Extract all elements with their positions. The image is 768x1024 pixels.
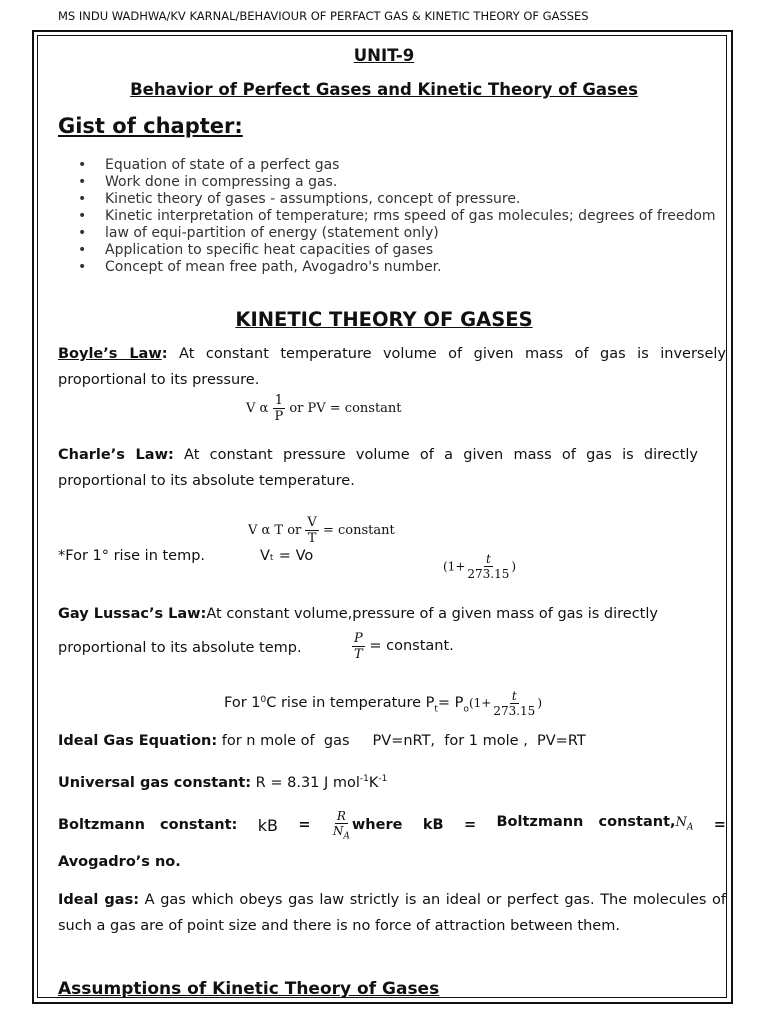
universal-gas-constant-term: Universal gas constant: <box>58 774 252 791</box>
rise-text-c: = P <box>437 695 464 712</box>
fraction-denominator: 273.15 <box>467 567 510 581</box>
formula-rest: = constant. <box>364 637 454 654</box>
rise-subscript-t: t <box>434 704 438 715</box>
formula-rest: = constant <box>322 523 395 538</box>
fraction <box>331 810 352 841</box>
ideal-gas-text: A gas which obeys gas law strictly is an ideal or perfect gas. The molecules of such a gas are of point size and there is no force of attraction between them. <box>58 892 726 934</box>
kb-symbol-2: kB <box>422 816 444 833</box>
where-word: where <box>351 816 403 833</box>
gay-lussac-term: Gay Lussac’s Law: <box>58 606 207 622</box>
formula-rest: or PV = constant <box>289 401 402 416</box>
ideal-gas-equation-term: Ideal Gas Equation: <box>58 733 218 749</box>
fraction-numerator: 1 <box>274 393 283 408</box>
equals-sign: = <box>713 816 726 833</box>
paren-close: ) <box>537 696 542 711</box>
paren-open: (1+ <box>468 696 492 711</box>
section-title-kinetic-theory: KINETIC THEORY OF GASES <box>235 308 533 331</box>
list-item: • Concept of mean free path, Avogadro's number. <box>58 259 728 276</box>
superscript: -1 <box>378 774 388 784</box>
gist-title: Gist of chapter: <box>58 114 243 138</box>
gist-list <box>58 157 728 276</box>
boltzmann-constant-line <box>58 810 726 841</box>
rise-factor <box>468 689 542 719</box>
avogadro-line: Avogadro’s no. <box>58 854 181 870</box>
charle-law-paragraph <box>58 443 698 494</box>
gay-lussac-line2: proportional to its absolute temp. <box>58 640 302 656</box>
equals-sign: = <box>463 816 477 833</box>
den-n: N <box>332 824 344 838</box>
universal-text-b: K <box>368 774 379 791</box>
formula-v-alpha: V α <box>246 401 269 416</box>
boyle-law-colon: : <box>161 346 168 362</box>
fraction-numerator: t <box>511 689 517 704</box>
list-item: • Kinetic theory of gases - assumptions, concept of pressure. <box>58 191 728 208</box>
fraction <box>491 690 537 717</box>
ideal-gas-equation-text: for n mole of gas PV=nRT, for 1 mole , PV=RT <box>217 733 586 749</box>
rise-superscript: 0 <box>260 695 267 705</box>
list-item: • Application to specific heat capacities of gases <box>58 242 728 259</box>
boyle-law-formula <box>246 394 402 423</box>
assumptions-title: Assumptions of Kinetic Theory of Gases <box>58 979 440 999</box>
fraction-numerator: V <box>307 515 317 530</box>
list-item: • Work done in compressing a gas. <box>58 174 728 191</box>
charle-law-term: Charle’s Law: <box>58 447 174 463</box>
gay-lussac-rise <box>224 688 542 723</box>
boltzmann-label-group <box>496 810 693 841</box>
gay-lussac-text: At constant volume,pressure of a given mass of gas is directly <box>206 606 658 622</box>
boyle-law-term: Boyle’s Law <box>58 346 162 362</box>
fraction-numerator: t <box>485 552 491 566</box>
superscript: -1 <box>359 774 369 784</box>
fraction <box>272 394 285 423</box>
ideal-gas-paragraph <box>58 888 726 939</box>
charle-law-text: At constant pressure volume of a given mass of gas is directly proportional to its absolute temperature. <box>58 447 698 489</box>
rise-subscript-o: o <box>463 704 469 715</box>
boltzmann-fraction-group <box>331 810 403 841</box>
list-item: • Equation of state of a perfect gas <box>58 157 728 174</box>
rise-text-b: C rise in temperature P <box>266 695 435 712</box>
charle-law-formula <box>248 516 395 545</box>
kb-symbol: kB <box>257 815 278 835</box>
paren-open: (1+ <box>443 559 466 574</box>
boltzmann-label: Boltzmann constant, <box>496 814 676 831</box>
ideal-gas-term: Ideal gas: <box>58 892 140 908</box>
list-item: • law of equi-partition of energy (statement only) <box>58 225 728 242</box>
page-header: MS INDU WADHWA/KV KARNAL/BEHAVIOUR OF PERFACT GAS & KINETIC THEORY OF GASSES <box>58 9 589 23</box>
rise-text-a: For 1 <box>224 695 261 712</box>
universal-gas-constant <box>58 767 387 796</box>
ideal-gas-equation <box>58 729 586 755</box>
list-item: • Kinetic interpretation of temperature; rms speed of gas molecules; degrees of freedom <box>58 208 728 225</box>
gay-lussac-formula <box>352 632 454 661</box>
formula-left: V α T or <box>248 523 306 538</box>
fraction-numerator: P <box>354 631 363 646</box>
charle-rise-factor <box>443 553 516 580</box>
universal-text-a: R = 8.31 J mol <box>251 774 360 791</box>
boyle-law-text: At constant temperature volume of given mass of gas is inversely proportional to its pressure. <box>58 346 726 388</box>
boltzmann-term: Boltzmann constant: <box>58 816 238 833</box>
fraction-denominator: P <box>274 409 284 424</box>
chapter-subtitle: Behavior of Perfect Gases and Kinetic Theory of Gases <box>130 80 638 99</box>
unit-title: UNIT-9 <box>353 46 415 65</box>
fraction-denominator: T <box>354 647 363 662</box>
na-subscript: A <box>686 822 694 833</box>
charle-rise-equation: Vₜ = Vo <box>260 548 314 564</box>
fraction-denominator: 273.15 <box>493 704 536 719</box>
equals-sign: = <box>298 816 311 833</box>
den-subscript: A <box>343 831 350 842</box>
na-symbol <box>675 815 694 833</box>
boyle-law-paragraph <box>58 342 726 393</box>
fraction-numerator: R <box>336 809 346 823</box>
fraction <box>352 632 365 661</box>
fraction-denominator: T <box>307 531 317 546</box>
fraction <box>305 516 318 545</box>
fraction <box>465 553 511 580</box>
paren-close: ) <box>511 559 517 574</box>
na-letter: N <box>675 815 687 831</box>
fraction-denominator <box>331 824 352 841</box>
charle-rise-label: *For 1° rise in temp. <box>58 548 206 564</box>
gay-lussac-paragraph <box>58 602 726 628</box>
